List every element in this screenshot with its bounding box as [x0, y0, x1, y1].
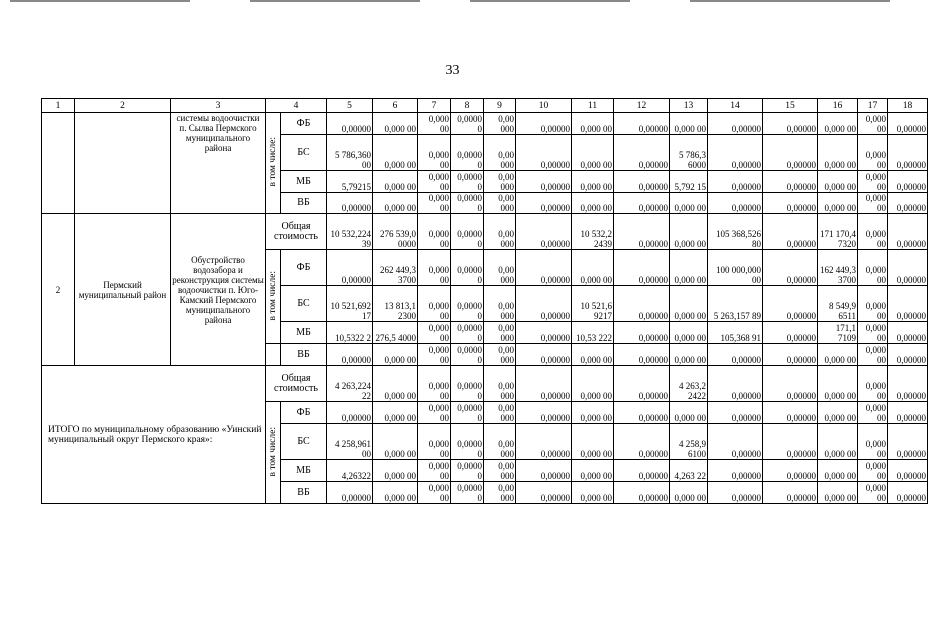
value-cell: 0,00000: [763, 322, 818, 344]
source-cell: БС: [281, 135, 327, 171]
value-cell: 0,000 00: [858, 171, 888, 193]
value-cell: 0,0000 0: [451, 214, 484, 250]
value-cell: 0,0000 0: [451, 424, 484, 460]
value-cell: 0,00000: [614, 424, 670, 460]
value-cell: 0,00000: [708, 460, 763, 482]
value-cell: 0,000 00: [858, 113, 888, 135]
value-cell: 0,000 00: [418, 286, 451, 322]
source-cell: ВБ: [281, 193, 327, 214]
value-cell: 0,0000 0: [451, 322, 484, 344]
value-cell: 4 258,961 00: [327, 424, 373, 460]
value-cell: 0,000 00: [858, 482, 888, 504]
value-cell: 0,00000: [888, 214, 928, 250]
value-cell: 0,000 00: [818, 402, 858, 424]
value-cell: 0,000 00: [418, 424, 451, 460]
value-cell: 262 449,3 3700: [373, 250, 418, 286]
value-cell: 0,000 00: [818, 193, 858, 214]
value-cell: 0,000 00: [418, 402, 451, 424]
value-cell: 0,00000: [763, 113, 818, 135]
value-cell: 0,000 00: [670, 402, 708, 424]
value-cell: 0,000 00: [373, 113, 418, 135]
value-cell: 0,000 00: [858, 193, 888, 214]
value-cell: 0,000 00: [670, 482, 708, 504]
value-cell: 0,0000 0: [451, 250, 484, 286]
header-row: [42, 99, 928, 113]
incl-label-cell: [266, 113, 281, 214]
value-cell: 0,00000: [888, 113, 928, 135]
value-cell: 0,000 00: [572, 402, 614, 424]
total-label-cell: Общая стоимость: [266, 366, 327, 402]
value-cell: 0,00000: [516, 460, 572, 482]
value-cell: 0,000 00: [670, 322, 708, 344]
source-cell: БС: [281, 424, 327, 460]
incl-label-cell: [266, 250, 281, 344]
value-cell: 276,5 4000: [373, 322, 418, 344]
municipality-cell: [75, 113, 171, 214]
header-cell: 2: [75, 99, 171, 113]
object-cell: системы водоочистки п. Сылва Пермского муниципального района: [171, 113, 266, 214]
value-cell: 0,000 00: [858, 214, 888, 250]
municipality-cell: Пермский муниципальный район: [75, 214, 171, 366]
incl-label-cell: [266, 402, 281, 504]
value-cell: 0,00000: [614, 286, 670, 322]
row-number-cell: 2: [42, 214, 75, 366]
value-cell: 0,000 00: [670, 286, 708, 322]
value-cell: 0,00 000: [484, 322, 516, 344]
value-cell: 0,0000 0: [451, 366, 484, 402]
value-cell: 0,00000: [888, 193, 928, 214]
source-cell: ФБ: [281, 402, 327, 424]
value-cell: 0,00000: [888, 482, 928, 504]
value-cell: 0,00000: [888, 460, 928, 482]
value-cell: 0,000 00: [418, 322, 451, 344]
value-cell: 0,00000: [888, 402, 928, 424]
value-cell: 0,000 00: [858, 460, 888, 482]
value-cell: 10 532,2 2439: [572, 214, 614, 250]
value-cell: 0,000 00: [858, 344, 888, 366]
value-cell: 0,000 00: [418, 214, 451, 250]
value-cell: 0,000 00: [818, 366, 858, 402]
value-cell: 0,000 00: [418, 250, 451, 286]
value-cell: 0,00000: [516, 482, 572, 504]
value-cell: 10,53 222: [572, 322, 614, 344]
scan-top-edge: [0, 0, 905, 3]
value-cell: 0,000 00: [858, 402, 888, 424]
value-cell: 0,00000: [614, 193, 670, 214]
value-cell: 0,000 00: [418, 135, 451, 171]
value-cell: 0,00000: [763, 250, 818, 286]
value-cell: 0,00 000: [484, 286, 516, 322]
value-cell: 0,00000: [708, 344, 763, 366]
value-cell: 0,00 000: [484, 366, 516, 402]
value-cell: 0,00000: [763, 482, 818, 504]
value-cell: 0,0000 0: [451, 286, 484, 322]
value-cell: 0,0000 0: [451, 482, 484, 504]
value-cell: 0,00000: [614, 460, 670, 482]
value-cell: 0,000 00: [858, 424, 888, 460]
header-cell: 16: [818, 99, 858, 113]
header-cell: 15: [763, 99, 818, 113]
value-cell: 171 170,4 7320: [818, 214, 858, 250]
value-cell: 0,00000: [763, 366, 818, 402]
value-cell: 0,00000: [708, 171, 763, 193]
value-cell: 0,00000: [614, 135, 670, 171]
value-cell: 0,00000: [888, 424, 928, 460]
header-cell: 17: [858, 99, 888, 113]
value-cell: 0,000 00: [418, 113, 451, 135]
header-cell: 12: [614, 99, 670, 113]
value-cell: 0,0000 0: [451, 171, 484, 193]
value-cell: 0,00000: [327, 193, 373, 214]
value-cell: 0,00000: [327, 402, 373, 424]
value-cell: 0,000 00: [418, 482, 451, 504]
header-cell: 8: [451, 99, 484, 113]
value-cell: 0,00000: [763, 286, 818, 322]
table-row: [42, 366, 928, 402]
value-cell: 8 549,9 6511: [818, 286, 858, 322]
value-cell: 0,000 00: [818, 424, 858, 460]
value-cell: 0,00000: [763, 171, 818, 193]
incl-label: в том числе:: [268, 270, 278, 321]
value-cell: 0,000 00: [572, 193, 614, 214]
header-cell: 11: [572, 99, 614, 113]
header-cell: 3: [171, 99, 266, 113]
value-cell: 0,00000: [763, 214, 818, 250]
header-cell: 13: [670, 99, 708, 113]
value-cell: 0,00 000: [484, 250, 516, 286]
value-cell: 0,00 000: [484, 402, 516, 424]
value-cell: 10 521,692 17: [327, 286, 373, 322]
value-cell: 4 258,9 6100: [670, 424, 708, 460]
value-cell: 0,00000: [516, 193, 572, 214]
empty-cell: [266, 344, 281, 366]
value-cell: 5 786,360 00: [327, 135, 373, 171]
value-cell: 0,00 000: [484, 460, 516, 482]
value-cell: 0,0000 0: [451, 113, 484, 135]
source-cell: МБ: [281, 171, 327, 193]
value-cell: 0,000 00: [858, 322, 888, 344]
incl-label: в том числе:: [268, 137, 278, 187]
value-cell: 0,000 00: [373, 193, 418, 214]
value-cell: 276 539,0 0000: [373, 214, 418, 250]
source-cell: БС: [281, 286, 327, 322]
value-cell: 0,000 00: [572, 135, 614, 171]
value-cell: 0,00000: [888, 344, 928, 366]
value-cell: 0,00000: [516, 214, 572, 250]
value-cell: 0,000 00: [572, 113, 614, 135]
value-cell: 162 449,3 3700: [818, 250, 858, 286]
value-cell: 0,000 00: [858, 286, 888, 322]
value-cell: 0,00000: [614, 171, 670, 193]
value-cell: 0,00000: [614, 482, 670, 504]
value-cell: 0,00000: [516, 135, 572, 171]
value-cell: 0,0000 0: [451, 460, 484, 482]
value-cell: 4,26322: [327, 460, 373, 482]
value-cell: 0,00 000: [484, 171, 516, 193]
value-cell: 0,000 00: [373, 402, 418, 424]
value-cell: 0,000 00: [373, 424, 418, 460]
value-cell: 0,00000: [614, 322, 670, 344]
value-cell: 0,00000: [888, 286, 928, 322]
value-cell: 0,00000: [888, 250, 928, 286]
value-cell: 0,00000: [516, 171, 572, 193]
value-cell: 5,792 15: [670, 171, 708, 193]
value-cell: 10,5322 2: [327, 322, 373, 344]
value-cell: 0,00000: [708, 424, 763, 460]
source-cell: МБ: [281, 322, 327, 344]
value-cell: 0,00 000: [484, 344, 516, 366]
value-cell: 0,000 00: [858, 135, 888, 171]
header-cell: 10: [516, 99, 572, 113]
value-cell: 0,000 00: [670, 344, 708, 366]
header-cell: 1: [42, 99, 75, 113]
value-cell: 0,000 00: [418, 366, 451, 402]
value-cell: 0,000 00: [670, 214, 708, 250]
value-cell: 0,000 00: [572, 250, 614, 286]
value-cell: 0,000 00: [373, 366, 418, 402]
value-cell: 0,000 00: [858, 366, 888, 402]
header-cell: 6: [373, 99, 418, 113]
value-cell: 0,00000: [763, 193, 818, 214]
value-cell: 4 263,2 2422: [670, 366, 708, 402]
value-cell: 0,00 000: [484, 135, 516, 171]
source-cell: ФБ: [281, 250, 327, 286]
value-cell: 0,000 00: [373, 460, 418, 482]
value-cell: 0,00 000: [484, 482, 516, 504]
value-cell: 0,000 00: [572, 482, 614, 504]
value-cell: 0,00000: [763, 344, 818, 366]
value-cell: 0,00000: [327, 344, 373, 366]
value-cell: 0,00000: [516, 322, 572, 344]
source-cell: МБ: [281, 460, 327, 482]
value-cell: 0,00000: [888, 171, 928, 193]
value-cell: 0,00000: [516, 366, 572, 402]
value-cell: 100 000,000 00: [708, 250, 763, 286]
value-cell: 0,000 00: [418, 460, 451, 482]
value-cell: 0,0000 0: [451, 402, 484, 424]
value-cell: 0,000 00: [818, 135, 858, 171]
value-cell: 0,000 00: [858, 250, 888, 286]
value-cell: 0,00 000: [484, 193, 516, 214]
value-cell: 0,000 00: [373, 482, 418, 504]
value-cell: 0,00 000: [484, 214, 516, 250]
table-row: [42, 214, 928, 250]
value-cell: 0,00000: [708, 135, 763, 171]
value-cell: 105,368 91: [708, 322, 763, 344]
value-cell: 0,000 00: [373, 344, 418, 366]
value-cell: 0,00000: [516, 424, 572, 460]
value-cell: 0,000 00: [418, 344, 451, 366]
value-cell: 0,0000 0: [451, 344, 484, 366]
value-cell: 0,000 00: [572, 424, 614, 460]
value-cell: 0,000 00: [572, 171, 614, 193]
value-cell: 0,00000: [708, 482, 763, 504]
value-cell: 5 786,3 6000: [670, 135, 708, 171]
value-cell: 0,00000: [327, 482, 373, 504]
value-cell: 0,00000: [708, 366, 763, 402]
value-cell: 0,000 00: [418, 193, 451, 214]
value-cell: 13 813,1 2300: [373, 286, 418, 322]
value-cell: 171,1 7109: [818, 322, 858, 344]
value-cell: 0,00000: [763, 402, 818, 424]
value-cell: 0,00000: [516, 344, 572, 366]
value-cell: 0,00000: [614, 250, 670, 286]
value-cell: 10 521,6 9217: [572, 286, 614, 322]
header-cell: 4: [266, 99, 327, 113]
row-number-cell: [42, 113, 75, 214]
value-cell: 4 263,224 22: [327, 366, 373, 402]
header-cell: 14: [708, 99, 763, 113]
value-cell: 4,263 22: [670, 460, 708, 482]
value-cell: 0,00000: [327, 250, 373, 286]
value-cell: 0,00 000: [484, 113, 516, 135]
value-cell: 0,00000: [516, 113, 572, 135]
value-cell: 0,000 00: [418, 171, 451, 193]
value-cell: 0,00000: [516, 402, 572, 424]
value-cell: 0,00000: [327, 113, 373, 135]
value-cell: 0,000 00: [818, 482, 858, 504]
header-cell: 5: [327, 99, 373, 113]
value-cell: 0,00000: [614, 344, 670, 366]
source-cell: ВБ: [281, 482, 327, 504]
page-number: 33: [445, 63, 460, 78]
value-cell: 0,000 00: [572, 344, 614, 366]
value-cell: 0,00000: [763, 424, 818, 460]
value-cell: 0,00000: [614, 402, 670, 424]
source-cell: ФБ: [281, 113, 327, 135]
value-cell: 0,00000: [614, 113, 670, 135]
incl-label: в том числе:: [268, 426, 278, 477]
object-cell: Обустройство водозабора и реконструкция системы водоочистки п. Юго-Камский Пермского муниципального района: [171, 214, 266, 366]
value-cell: 0,00000: [516, 286, 572, 322]
value-cell: 0,000 00: [373, 135, 418, 171]
value-cell: 0,000 00: [670, 250, 708, 286]
value-cell: 0,00000: [888, 322, 928, 344]
value-cell: 0,00000: [763, 135, 818, 171]
value-cell: 0,00000: [888, 135, 928, 171]
value-cell: 0,000 00: [818, 460, 858, 482]
header-cell: 7: [418, 99, 451, 113]
value-cell: 0,000 00: [818, 344, 858, 366]
header-cell: 9: [484, 99, 516, 113]
value-cell: 0,000 00: [818, 171, 858, 193]
table-row: [42, 113, 928, 135]
value-cell: 10 532,224 39: [327, 214, 373, 250]
value-cell: 0,0000 0: [451, 193, 484, 214]
value-cell: 0,000 00: [818, 113, 858, 135]
total-label: ИТОГО по муниципальному образованию «Уинский муниципальный округ Пермского края»:: [42, 366, 266, 504]
value-cell: 0,000 00: [373, 171, 418, 193]
value-cell: 0,00 000: [484, 424, 516, 460]
value-cell: 5,79215: [327, 171, 373, 193]
source-cell: ВБ: [281, 344, 327, 366]
budget-table: [41, 98, 928, 504]
value-cell: 5 263,157 89: [708, 286, 763, 322]
value-cell: 0,00000: [888, 366, 928, 402]
value-cell: 0,00000: [708, 402, 763, 424]
value-cell: 105 368,526 80: [708, 214, 763, 250]
value-cell: 0,00000: [708, 193, 763, 214]
total-label-cell: Общая стоимость: [266, 214, 327, 250]
value-cell: 0,00000: [763, 460, 818, 482]
value-cell: 0,000 00: [572, 460, 614, 482]
value-cell: 0,000 00: [572, 366, 614, 402]
header-cell: 18: [888, 99, 928, 113]
value-cell: 0,000 00: [670, 193, 708, 214]
value-cell: 0,00000: [708, 113, 763, 135]
value-cell: 0,00000: [614, 214, 670, 250]
value-cell: 0,00000: [516, 250, 572, 286]
value-cell: 0,0000 0: [451, 135, 484, 171]
value-cell: 0,000 00: [670, 113, 708, 135]
value-cell: 0,00000: [614, 366, 670, 402]
